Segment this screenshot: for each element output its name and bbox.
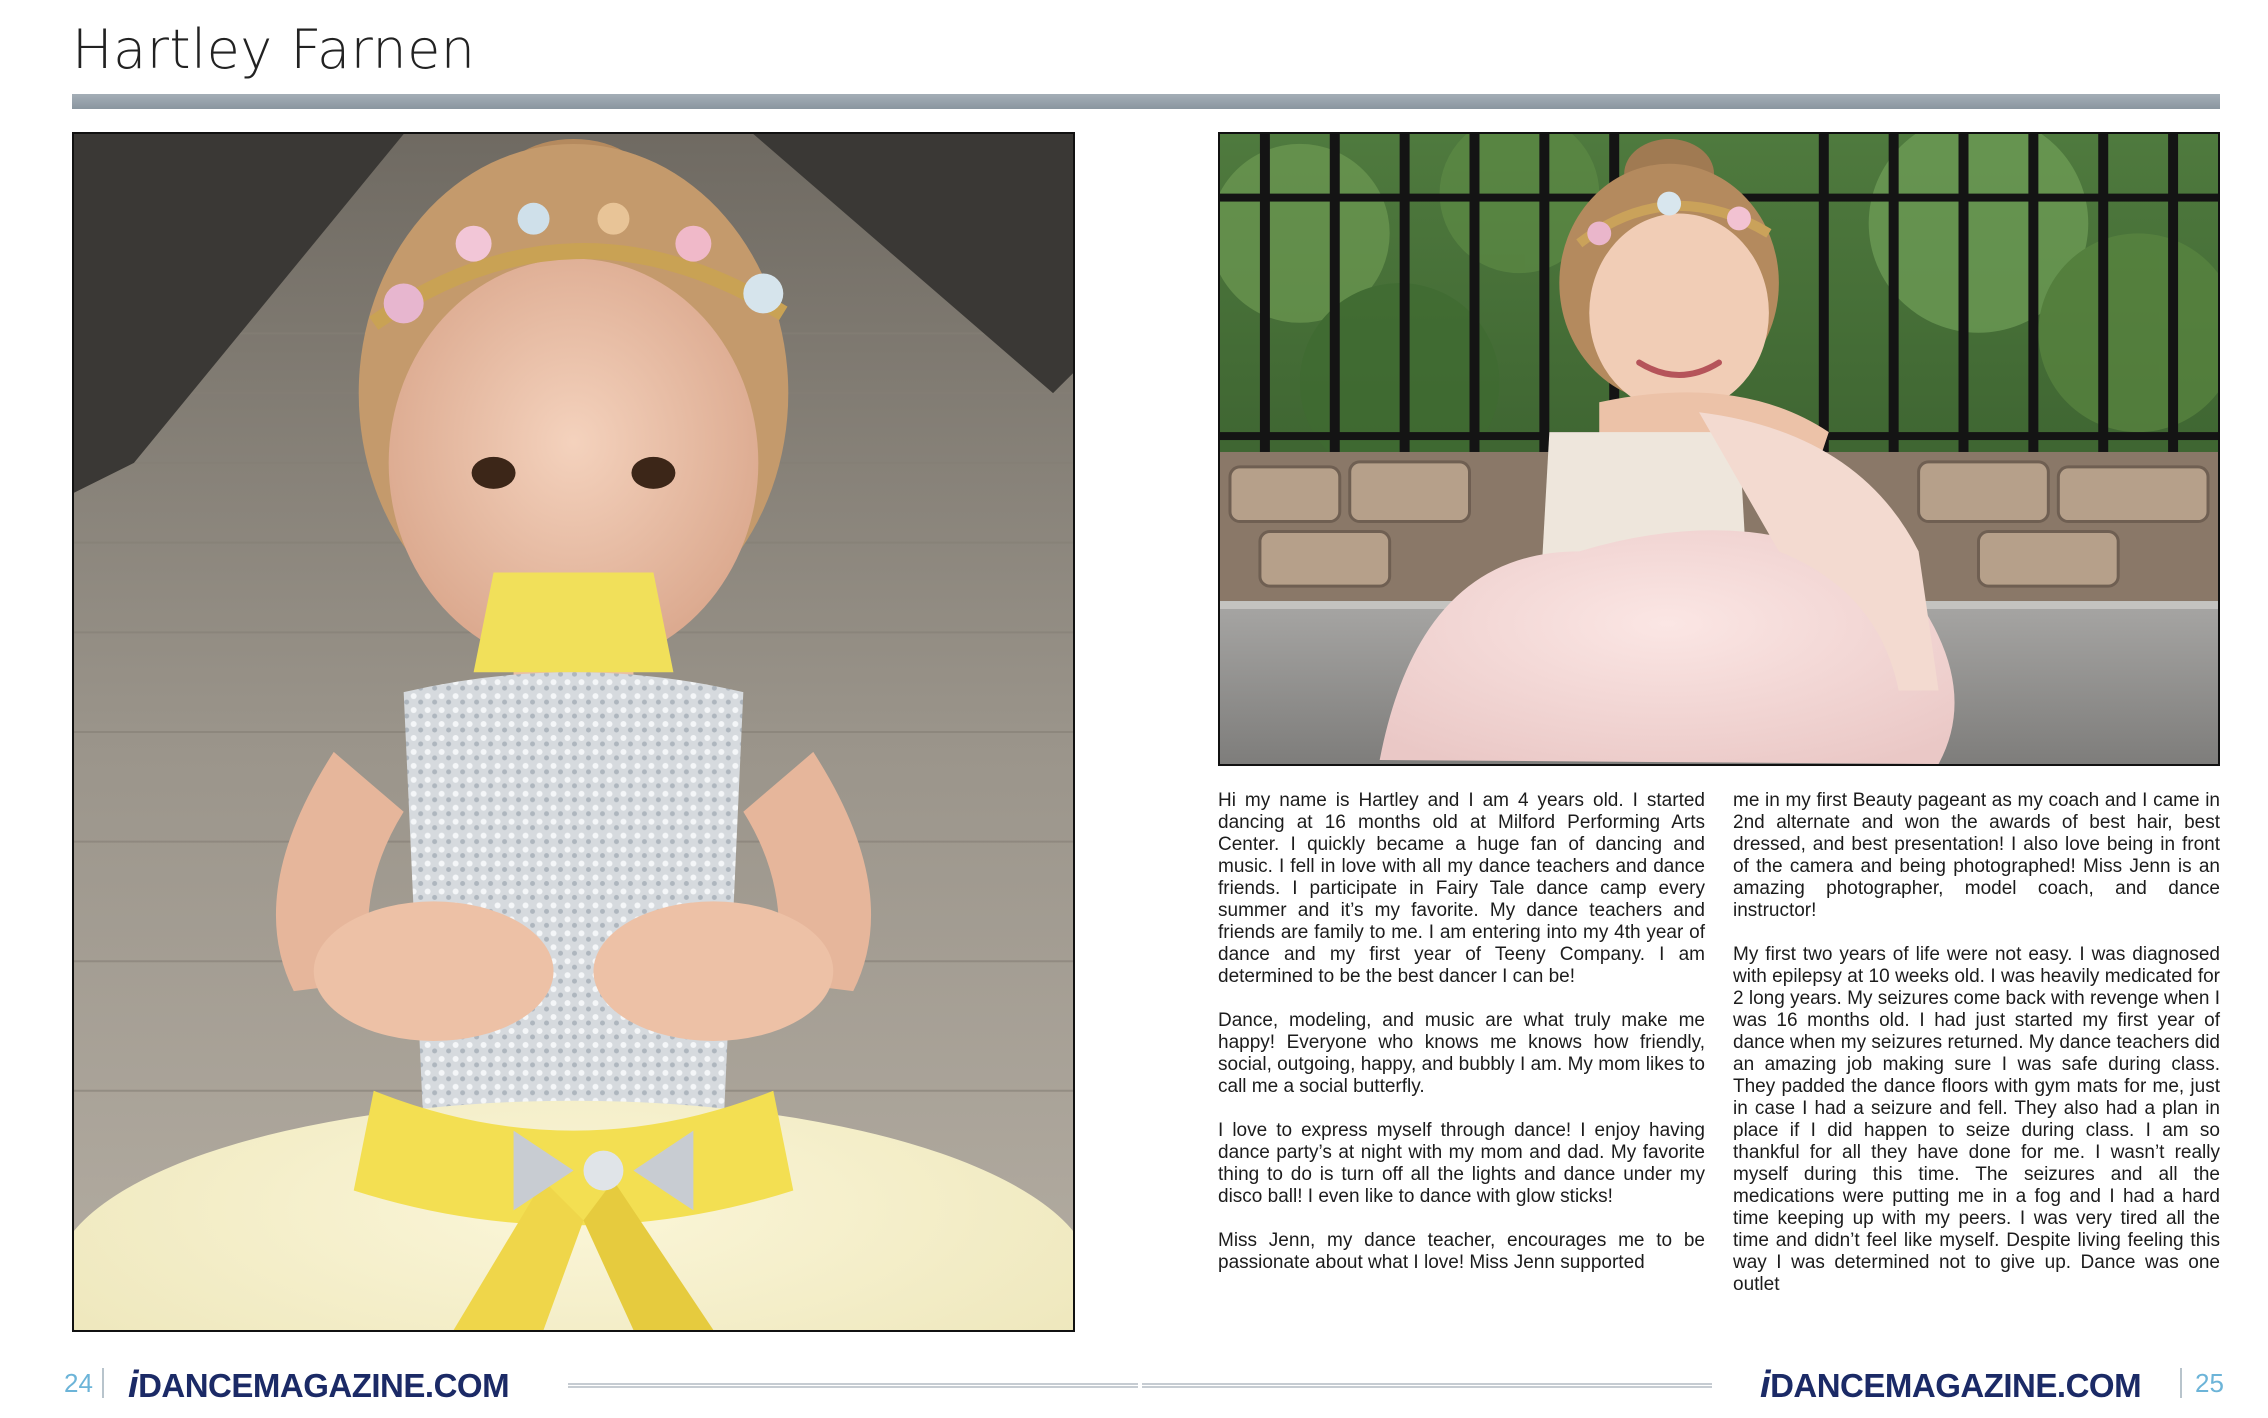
- paragraph-happy: Dance, modeling, and music are what truly make me happy! Everyone who knows me knows how friendly, social, outgoing, happy, and bubbly I am. My mom likes to call me a social butterfly.: [1218, 1010, 1705, 1097]
- photo-dancer-boardwalk-image: [74, 134, 1073, 1330]
- magazine-logo-left: iDANCEMAGAZINE.COM: [128, 1364, 510, 1406]
- footer-divider-right: [1142, 1383, 1712, 1389]
- footer-divider-left: [568, 1383, 1138, 1389]
- paragraph-miss-jenn: Miss Jenn, my dance teacher, encourages me to be passionate about what I love! Miss Jenn supported: [1218, 1230, 1705, 1273]
- page-number-divider-left: [102, 1368, 104, 1398]
- paragraph-epilepsy: My first two years of life were not easy. I was diagnosed with epilepsy at 10 weeks old. I was heavily medicated for 2 long years. My seizures come back with revenge when I was 16 months old. I had just started my first year of dance when my seizures returned. My dance teachers did an amazing job making sure I was safe during class. They padded the dance floors with gym mats for me, just in case I had a seizure and fell. They also had a plan in place if I did happen to seize during class. I am so thankful for all they have done for me. I wasn’t really myself during this time. The seizures and all the medications were putting me in a fog and I had a hard time keeping up with my peers. I was very tired all the time and didn’t feel like myself. Despite living feeling this way I was determined not to give up. Dance was one outlet: [1733, 944, 2220, 1295]
- paragraph-pageant: me in my first Beauty pageant as my coach and I came in 2nd alternate and won the awards of best hair, best dressed, and best presentation! I also love being in front of the camera and being photographed! Miss Jenn is an amazing photographer, model coach, and dance instructor!: [1733, 790, 2220, 921]
- photo-dancer-stone-wall-image: [1220, 134, 2218, 764]
- article-column-1: [1218, 790, 1705, 1296]
- photo-dancer-stone-wall: [1218, 132, 2220, 766]
- paragraph-express: I love to express myself through dance! I enjoy having dance party’s at night with my mom and dad. My favorite thing to do is turn off all the lights and dance under my disco ball! I even like to dance with glow sticks!: [1218, 1120, 1705, 1207]
- article-column-2: [1733, 790, 2220, 1318]
- page-title: Hartley Farnen: [72, 18, 476, 81]
- photo-dancer-boardwalk: [72, 132, 1075, 1332]
- page-number-left: 24: [64, 1368, 93, 1398]
- page-number-right: 25: [2195, 1368, 2224, 1398]
- title-rule: [72, 94, 2220, 109]
- page-number-divider-right: [2180, 1368, 2182, 1398]
- paragraph-intro: Hi my name is Hartley and I am 4 years old. I started dancing at 16 months old at Milford Performing Arts Center. I quickly became a huge fan of dancing and music. I fell in love with all my dance teachers and dance friends. I participate in Fairy Tale dance camp every summer and it’s my favorite. My dance teachers and friends are family to me. I am entering into my 4th year of dance and my first year of Teeny Company. I am determined to be the best dancer I can be!: [1218, 790, 1705, 987]
- magazine-logo-right: iDANCEMAGAZINE.COM: [1760, 1364, 2142, 1406]
